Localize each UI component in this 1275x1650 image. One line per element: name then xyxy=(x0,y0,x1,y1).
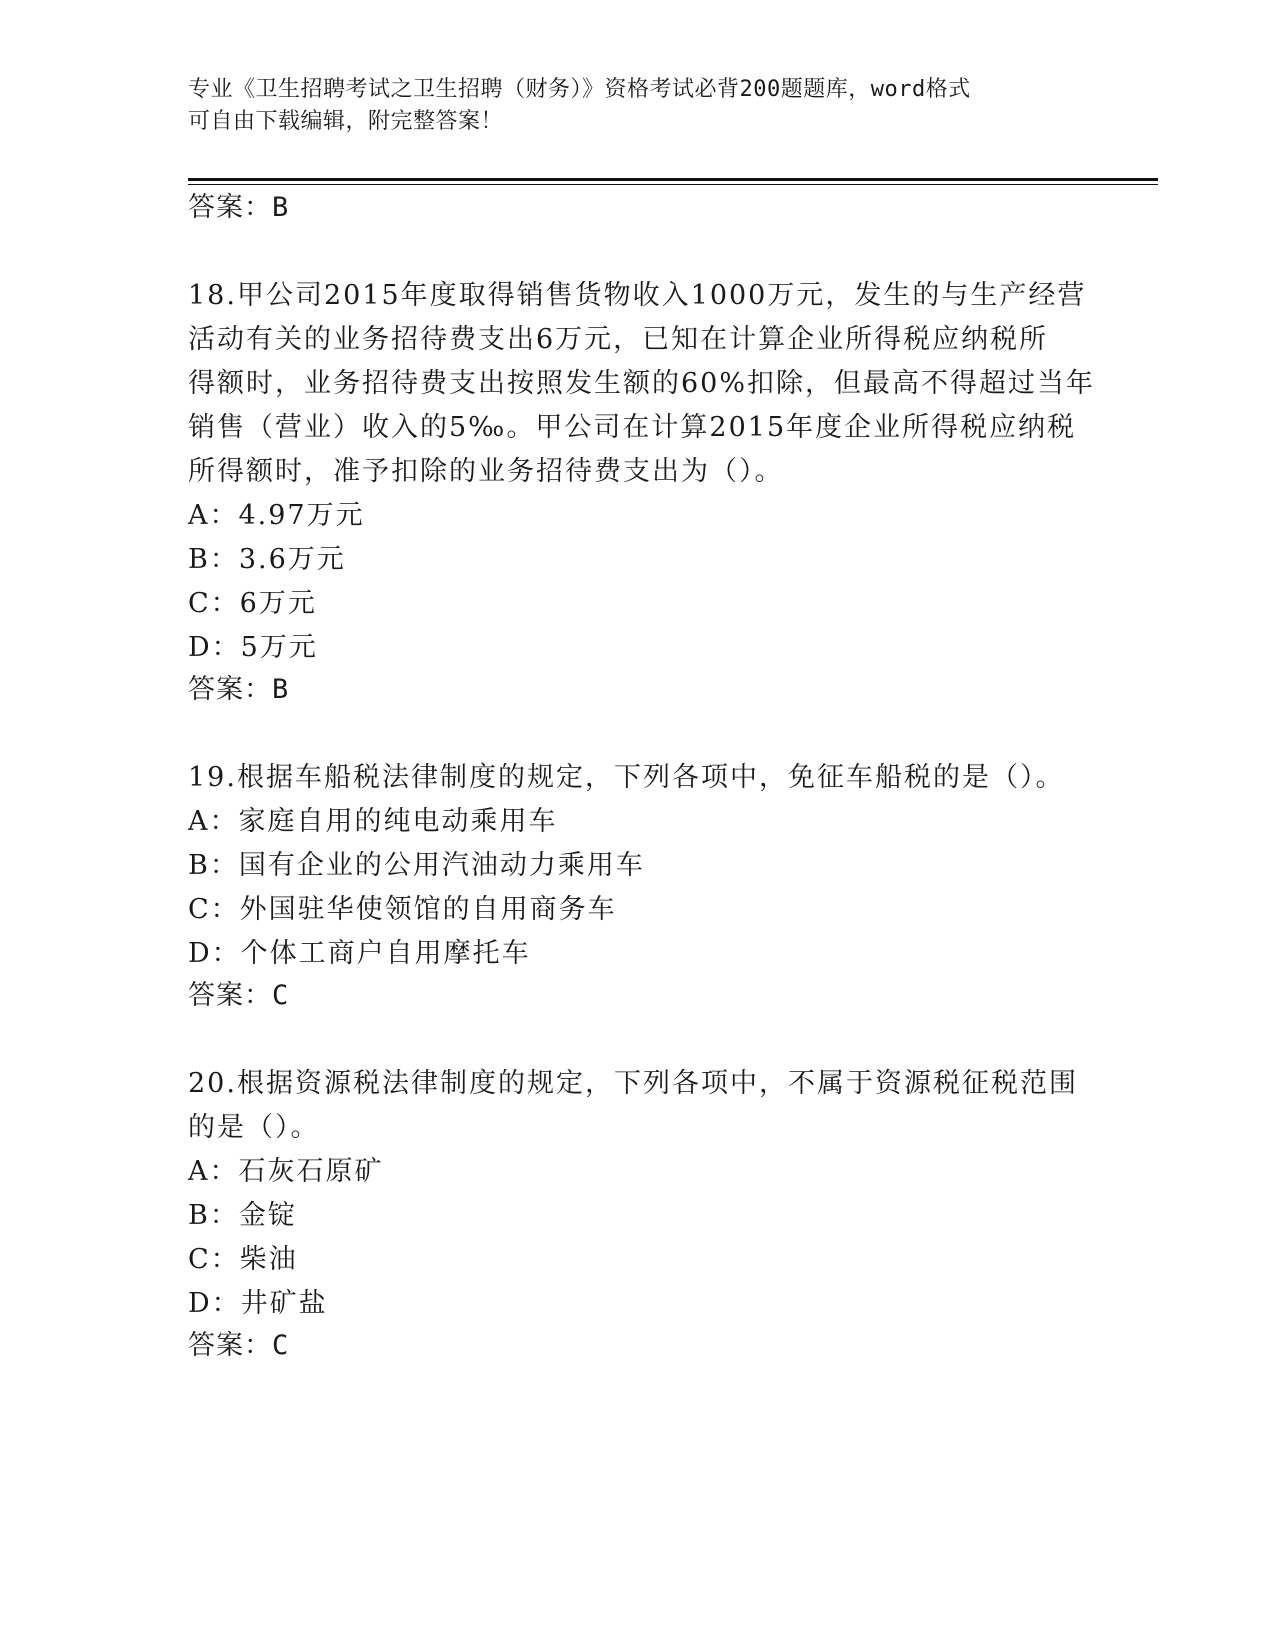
q20-option-a: A：石灰石原矿 xyxy=(188,1156,384,1187)
q19-option-a: A：家庭自用的纯电动乘用车 xyxy=(188,806,558,837)
q19-stem-line-1: 19.根据车船税法律制度的规定，下列各项中，免征车船税的是（）。 xyxy=(188,762,1065,793)
q19-option-d: D：个体工商户自用摩托车 xyxy=(188,938,531,969)
q20-answer: 答案：C xyxy=(188,1330,290,1361)
q20-option-b: B：金锭 xyxy=(188,1200,297,1231)
q18-answer: 答案：B xyxy=(188,674,290,705)
q18-option-b: B：3.6万元 xyxy=(188,544,346,575)
q18-option-a: A：4.97万元 xyxy=(188,500,365,531)
header-line-1: 专业《卫生招聘考试之卫生招聘（财务）》资格考试必背200题题库，word格式 xyxy=(188,77,971,102)
q18-stem-line-4: 销售（营业）收入的5‰。甲公司在计算2015年度企业所得税应纳税 xyxy=(188,412,1077,443)
q19-option-c: C：外国驻华使领馆的自用商务车 xyxy=(188,894,617,925)
page-header xyxy=(188,74,1088,138)
q18-stem-line-2: 活动有关的业务招待费支出6万元，已知在计算企业所得税应纳税所 xyxy=(188,324,1049,355)
q19-answer: 答案：C xyxy=(188,980,290,1011)
header-rule-thick xyxy=(188,178,1158,181)
q18-option-c: C：6万元 xyxy=(188,588,317,619)
q20-option-d: D：井矿盐 xyxy=(188,1288,328,1319)
q20-option-c: C：柴油 xyxy=(188,1244,298,1275)
header-line-2: 可自由下载编辑，附完整答案！ xyxy=(188,109,504,134)
q18-stem-line-3: 得额时，业务招待费支出按照发生额的60%扣除，但最高不得超过当年 xyxy=(188,368,1096,399)
q19-option-b: B：国有企业的公用汽油动力乘用车 xyxy=(188,850,645,881)
previous-answer: 答案：B xyxy=(188,192,290,223)
q18-option-d: D：5万元 xyxy=(188,632,318,663)
q18-stem-line-1: 18.甲公司2015年度取得销售货物收入1000万元，发生的与生产经营 xyxy=(188,280,1087,311)
header-rule-thin xyxy=(188,184,1158,185)
q18-stem-line-5: 所得额时，准予扣除的业务招待费支出为（）。 xyxy=(188,456,784,487)
q20-stem-line-1: 20.根据资源税法律制度的规定，下列各项中，不属于资源税征税范围 xyxy=(188,1068,1078,1099)
q20-stem-line-2: 的是（）。 xyxy=(188,1112,320,1143)
